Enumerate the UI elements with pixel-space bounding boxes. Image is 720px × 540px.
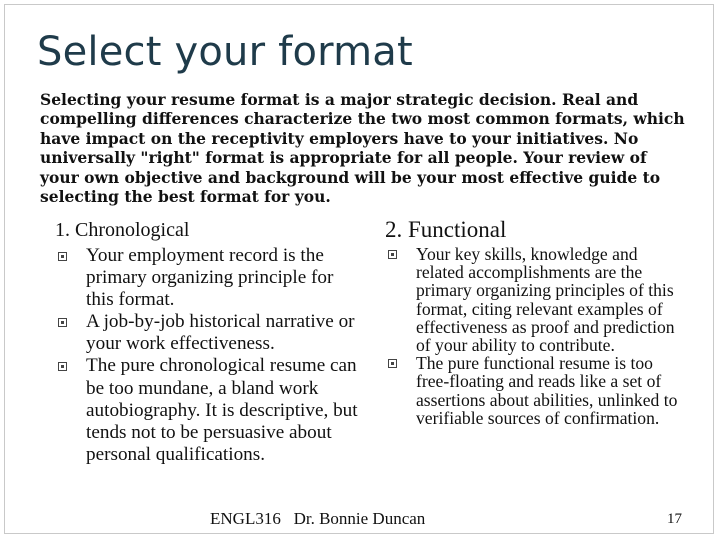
list-item <box>388 245 688 354</box>
functional-heading: 2. Functional <box>385 217 507 242</box>
functional-list <box>388 245 688 427</box>
list-item-text: The pure functional resume is too free-floating and reads like a set of assertions about abilities, unlinked to verifiable sources of confirmation. <box>416 353 678 428</box>
slide-title: Select your format <box>37 29 413 75</box>
bullet-icon <box>58 252 67 261</box>
intro-paragraph: Selecting your resume format is a major strategic decision. Real and compelling differences characterize the two most common formats, which have impact on the receptivity employers have to your initiatives. No universally "right" format is appropriate for all people. Your review of your own objective and background will be your most effective guide to selecting the best format for you. <box>40 90 685 207</box>
list-item <box>58 311 358 355</box>
bullet-icon <box>388 250 397 259</box>
list-item <box>58 355 358 465</box>
list-item-text: Your key skills, knowledge and related accomplishments are the primary organizing principles of this format, citing relevant examples of effectiveness as proof and prediction of your ability to contribute. <box>416 244 675 356</box>
list-item <box>58 245 358 311</box>
chronological-list <box>58 245 358 466</box>
footer-course-author: ENGL316 Dr. Bonnie Duncan <box>210 509 426 528</box>
bullet-icon <box>58 318 67 327</box>
chronological-heading: 1. Chronological <box>55 219 190 241</box>
list-item-text: Your employment record is the primary organizing principle for this format. <box>86 245 334 311</box>
bullet-icon <box>388 359 397 368</box>
list-item-text: The pure chronological resume can be too mundane, a bland work autobiography. It is descriptive, but tends not to be persuasive about personal qualifications. <box>86 355 358 465</box>
page-number: 17 <box>667 511 682 527</box>
bullet-icon <box>58 362 67 371</box>
list-item-text: A job-by-job historical narrative or your work effectiveness. <box>86 311 355 355</box>
list-item <box>388 354 688 427</box>
